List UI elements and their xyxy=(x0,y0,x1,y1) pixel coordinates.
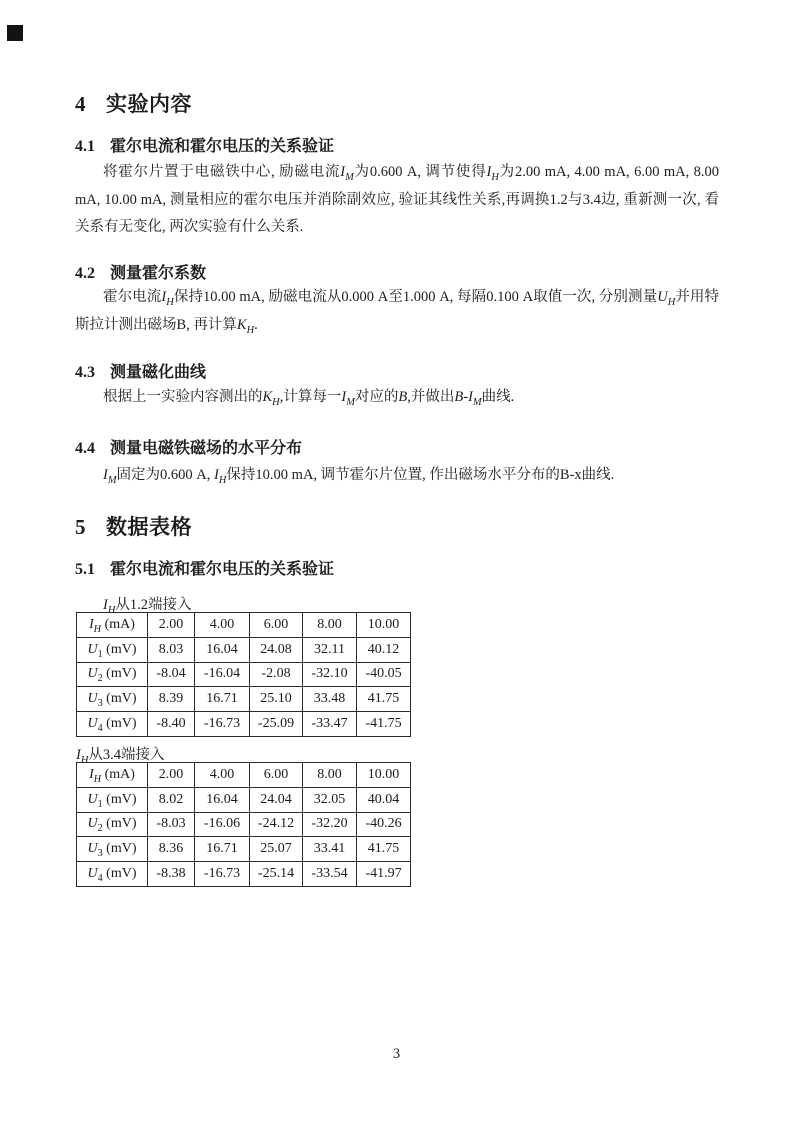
table-cell: 16.71 xyxy=(195,837,250,862)
table-cell: 2.00 xyxy=(148,613,195,638)
subsection-heading-4-3 xyxy=(75,359,206,382)
section-number: 5 xyxy=(75,515,86,539)
table-cell: 10.00 xyxy=(357,613,411,638)
subsection-title: 测量电磁铁磁场的水平分布 xyxy=(110,440,303,457)
table-row xyxy=(77,837,411,862)
table-cell: -32.10 xyxy=(303,662,357,687)
table-cell: 16.04 xyxy=(195,787,250,812)
table-cell: 41.75 xyxy=(357,687,411,712)
table-row xyxy=(77,787,411,812)
table-cell: 8.02 xyxy=(148,787,195,812)
table-cell: 8.00 xyxy=(303,763,357,788)
table-row xyxy=(77,712,411,737)
table-row xyxy=(77,687,411,712)
subsection-number: 4.1 xyxy=(75,138,95,155)
table-cell: 32.05 xyxy=(303,787,357,812)
subsection-title: 霍尔电流和霍尔电压的关系验证 xyxy=(110,138,335,155)
row-label: $I_H$ (mA) xyxy=(77,613,148,638)
subsection-heading-4-4 xyxy=(75,435,302,458)
table-cell: 32.11 xyxy=(303,637,357,662)
table-cell: 6.00 xyxy=(250,613,303,638)
table-cell: 25.10 xyxy=(250,687,303,712)
table-row xyxy=(77,763,411,788)
subsection-number: 4.3 xyxy=(75,364,95,381)
table-row xyxy=(77,637,411,662)
table-cell: 25.07 xyxy=(250,837,303,862)
table-cell: 16.04 xyxy=(195,637,250,662)
row-label: $U_3$ (mV) xyxy=(77,837,148,862)
section-number: 4 xyxy=(75,92,86,116)
table-cell: -41.75 xyxy=(357,712,411,737)
table-cell: -40.26 xyxy=(357,812,411,837)
table-row xyxy=(77,862,411,887)
page-number: 3 xyxy=(392,1046,401,1062)
table-cell: 33.41 xyxy=(303,837,357,862)
table-cell: 4.00 xyxy=(195,613,250,638)
table-cell: 8.36 xyxy=(148,837,195,862)
subsection-heading-4-1 xyxy=(75,133,334,156)
row-label: $U_2$ (mV) xyxy=(77,662,148,687)
section-title: 实验内容 xyxy=(106,92,192,116)
data-table-ih-12 xyxy=(76,612,411,737)
table-cell: 6.00 xyxy=(250,763,303,788)
data-table-ih-34 xyxy=(76,762,411,887)
paragraph-4-1: 将霍尔片置于电磁铁中心, 励磁电流$I_M$为0.600 A, 调节使得$I_H$为2.00 mA, 4.00 mA, 6.00 mA, 8.00 mA, 10.00 mA, 测量相应的霍尔电压并消除副效应, 验证其线性关系,再调换1.2与3.4边, 重新测一次, 看关系有无变化, 两次实验有什么关系. xyxy=(75,164,720,235)
table-row xyxy=(77,662,411,687)
row-label: $I_H$ (mA) xyxy=(77,763,148,788)
table-row xyxy=(77,613,411,638)
paragraph-4-4: $I_M$固定为0.600 A, $I_H$保持10.00 mA, 调节霍尔片位置, 作出磁场水平分布的B-x曲线. xyxy=(103,467,615,486)
table-cell: -8.40 xyxy=(148,712,195,737)
row-label: $U_4$ (mV) xyxy=(77,712,148,737)
table-cell: -24.12 xyxy=(250,812,303,837)
table-cell: 24.04 xyxy=(250,787,303,812)
table-cell: 2.00 xyxy=(148,763,195,788)
table-caption-ih-34: $I_H$从3.4端接入 xyxy=(76,747,165,766)
table-cell: 40.04 xyxy=(357,787,411,812)
row-label: $U_4$ (mV) xyxy=(77,862,148,887)
subsection-heading-4-2 xyxy=(75,260,206,283)
table-cell: -40.05 xyxy=(357,662,411,687)
table-cell: -16.06 xyxy=(195,812,250,837)
row-label: $U_2$ (mV) xyxy=(77,812,148,837)
section-heading-5 xyxy=(75,511,192,541)
table-cell: -25.09 xyxy=(250,712,303,737)
row-label: $U_1$ (mV) xyxy=(77,637,148,662)
table-cell: -8.04 xyxy=(148,662,195,687)
table-cell: -16.73 xyxy=(195,712,250,737)
table-cell: 33.48 xyxy=(303,687,357,712)
row-label: $U_1$ (mV) xyxy=(77,787,148,812)
table-cell: -32.20 xyxy=(303,812,357,837)
subsection-number: 4.4 xyxy=(75,440,95,457)
table-cell: -8.03 xyxy=(148,812,195,837)
table-cell: 8.00 xyxy=(303,613,357,638)
paragraph-4-2: 霍尔电流$I_H$保持10.00 mA, 励磁电流从0.000 A至1.000 A, 每隔0.100 A取值一次, 分别测量$U_H$并用特斯拉计测出磁场B, 再计算$K_H$. xyxy=(75,289,720,336)
subsection-number: 5.1 xyxy=(75,561,95,578)
table-cell: -8.38 xyxy=(148,862,195,887)
table-cell: -2.08 xyxy=(250,662,303,687)
table-cell: -16.73 xyxy=(195,862,250,887)
section-title: 数据表格 xyxy=(106,515,192,539)
table-cell: -16.04 xyxy=(195,662,250,687)
subsection-title: 测量磁化曲线 xyxy=(110,364,207,381)
row-label: $U_3$ (mV) xyxy=(77,687,148,712)
table-cell: 40.12 xyxy=(357,637,411,662)
paragraph-4-3: 根据上一实验内容测出的$K_H$,计算每一$I_M$对应的B,并做出$B-I_M$曲线. xyxy=(103,389,515,408)
subsection-heading-5-1 xyxy=(75,556,334,579)
subsection-title: 霍尔电流和霍尔电压的关系验证 xyxy=(110,561,335,578)
table-cell: -25.14 xyxy=(250,862,303,887)
subsection-number: 4.2 xyxy=(75,265,95,282)
table-caption-ih-12: $I_H$从1.2端接入 xyxy=(103,597,192,616)
table-cell: 8.39 xyxy=(148,687,195,712)
table-cell: 8.03 xyxy=(148,637,195,662)
table-cell: -33.54 xyxy=(303,862,357,887)
table-cell: 4.00 xyxy=(195,763,250,788)
table-cell: -41.97 xyxy=(357,862,411,887)
subsection-title: 测量霍尔系数 xyxy=(110,265,207,282)
scan-artifact-mark xyxy=(7,25,23,41)
table-cell: -33.47 xyxy=(303,712,357,737)
table-row xyxy=(77,812,411,837)
section-heading-4 xyxy=(75,88,192,118)
table-cell: 10.00 xyxy=(357,763,411,788)
table-cell: 16.71 xyxy=(195,687,250,712)
table-cell: 41.75 xyxy=(357,837,411,862)
table-cell: 24.08 xyxy=(250,637,303,662)
